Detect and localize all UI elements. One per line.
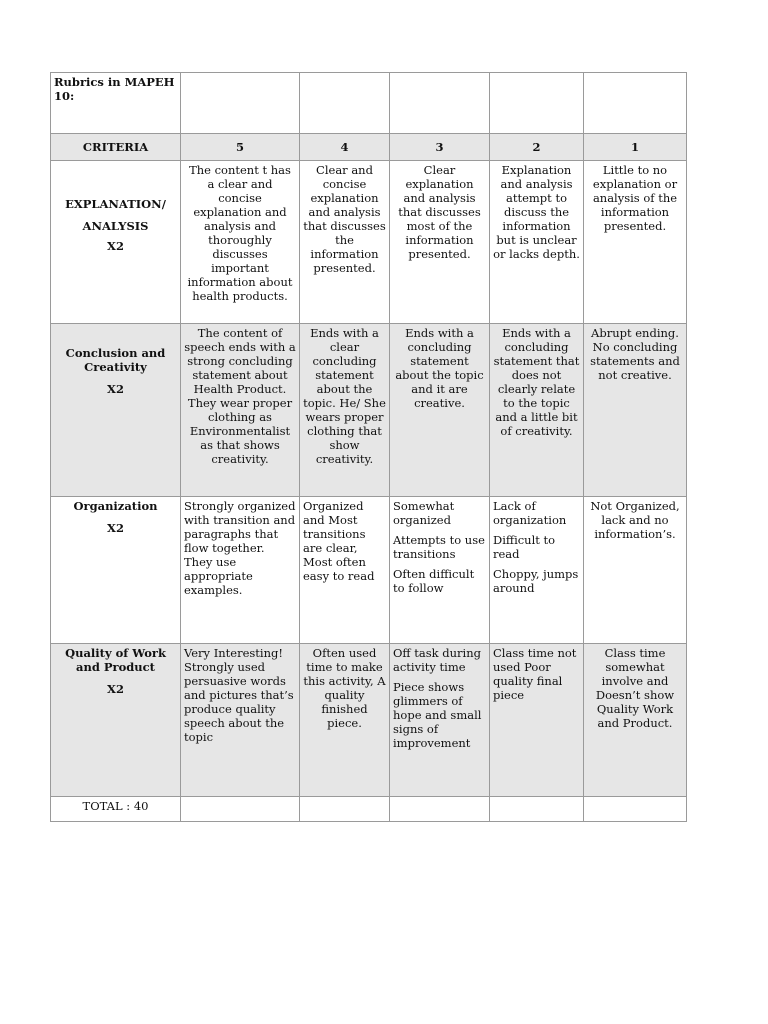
- descriptor-text: Difficult to read: [493, 533, 556, 561]
- descriptor-text: Strongly organized with transition and paragraphs that flow together. They use appropriate examples.: [184, 499, 296, 597]
- score-header-1: 1: [584, 134, 687, 161]
- descriptor-text: Little to no explanation or analysis of the information presented.: [592, 163, 678, 233]
- header-row: [51, 134, 687, 161]
- criterion-multiplier: X2: [107, 382, 124, 396]
- title-row: [51, 73, 687, 134]
- score-1-descriptor: [584, 161, 687, 324]
- criterion-row: [51, 324, 687, 497]
- total-row: [51, 797, 687, 822]
- descriptor-text: Very Interesting! Strongly used persuasive words and pictures that’s produce quality speech about the topic: [184, 646, 294, 744]
- descriptor-text: Class time somewhat involve and Doesn’t show Quality Work and Product.: [595, 646, 675, 730]
- criterion-name: Quality of Work and Product: [65, 646, 166, 674]
- descriptor-text: Often difficult to follow: [393, 567, 475, 595]
- criterion-multiplier: X2: [107, 682, 124, 696]
- criterion-cell: [51, 644, 181, 797]
- score-4-descriptor: [300, 644, 390, 797]
- score-3-descriptor: [390, 161, 490, 324]
- descriptor-text: Abrupt ending. No concluding statements and not creative.: [590, 326, 680, 382]
- score-2-descriptor: [490, 644, 584, 797]
- descriptor-text: Somewhat organized: [393, 499, 455, 527]
- descriptor-text: The content t has a clear and concise explanation and analysis and thoroughly discusses important information about health products.: [187, 163, 293, 303]
- criterion-cell: [51, 497, 181, 644]
- criteria-header: CRITERIA: [51, 134, 181, 161]
- score-2-descriptor: [490, 161, 584, 324]
- descriptor-text: Ends with a concluding statement that does not clearly relate to the topic and a little bit of creativity.: [493, 326, 580, 438]
- score-3-descriptor: [390, 324, 490, 497]
- score-1-descriptor: [584, 324, 687, 497]
- score-5-descriptor: [181, 644, 300, 797]
- descriptor-text: Attempts to use transitions: [393, 533, 485, 561]
- criterion-cell: [51, 161, 181, 324]
- empty-cell: [490, 73, 584, 134]
- criterion-row: [51, 161, 687, 324]
- descriptor-text: The content of speech ends with a strong concluding statement about Health Product. They wear proper clothing as Environmentalist as that shows creativity.: [184, 326, 296, 466]
- score-4-descriptor: [300, 497, 390, 644]
- score-header-3: 3: [390, 134, 490, 161]
- descriptor-text: Not Organized, lack and no information’s.: [590, 499, 680, 541]
- empty-cell: [584, 73, 687, 134]
- total-cell: [51, 797, 181, 822]
- empty-cell: [390, 797, 490, 822]
- score-4-descriptor: [300, 161, 390, 324]
- descriptor-text: Often used time to make this activity, A quality finished piece.: [303, 646, 386, 730]
- descriptor-text: Explanation and analysis attempt to discuss the information but is unclear or lacks depth.: [493, 163, 580, 261]
- descriptor-text: Piece shows glimmers of hope and small signs of improvement: [393, 680, 482, 750]
- score-header-4: 4: [300, 134, 390, 161]
- criterion-multiplier: X2: [107, 239, 124, 253]
- score-5-descriptor: [181, 497, 300, 644]
- descriptor-text: Lack of organization: [493, 499, 567, 527]
- empty-cell: [300, 73, 390, 134]
- score-1-descriptor: [584, 497, 687, 644]
- descriptor-text: Off task during activity time: [393, 646, 481, 674]
- descriptor-text: Ends with a concluding statement about the topic and it are creative.: [395, 326, 484, 410]
- descriptor-text: Clear explanation and analysis that discusses most of the information presented.: [398, 163, 481, 261]
- score-5-descriptor: [181, 161, 300, 324]
- total-label: TOTAL : 40: [82, 799, 149, 813]
- descriptor-text: Class time not used Poor quality final piece: [493, 646, 577, 702]
- descriptor-text: Clear and concise explanation and analysis that discusses the information presented.: [303, 163, 386, 275]
- empty-cell: [181, 797, 300, 822]
- criterion-name: Conclusion and Creativity: [65, 346, 166, 374]
- score-1-descriptor: [584, 644, 687, 797]
- criterion-name: EXPLANATION/ ANALYSIS: [65, 197, 166, 233]
- rubric-title: Rubrics in MAPEH 10:: [54, 75, 175, 103]
- descriptor-text: Ends with a clear concluding statement about the topic. He/ She wears proper clothing that show creativity.: [303, 326, 386, 466]
- score-3-descriptor: [390, 644, 490, 797]
- score-5-descriptor: [181, 324, 300, 497]
- descriptor-text: Choppy, jumps around: [493, 567, 579, 595]
- criterion-row: [51, 644, 687, 797]
- criterion-row: [51, 497, 687, 644]
- descriptor-text: Organized and Most transitions are clear, Most often easy to read: [303, 499, 375, 583]
- score-4-descriptor: [300, 324, 390, 497]
- score-header-2: 2: [490, 134, 584, 161]
- criterion-cell: [51, 324, 181, 497]
- rubric-table: [50, 72, 687, 822]
- criterion-multiplier: X2: [107, 521, 124, 535]
- score-2-descriptor: [490, 497, 584, 644]
- empty-cell: [490, 797, 584, 822]
- empty-cell: [181, 73, 300, 134]
- title-cell: [51, 73, 181, 134]
- score-2-descriptor: [490, 324, 584, 497]
- empty-cell: [300, 797, 390, 822]
- score-header-5: 5: [181, 134, 300, 161]
- empty-cell: [390, 73, 490, 134]
- empty-cell: [584, 797, 687, 822]
- criterion-name: Organization: [73, 499, 158, 513]
- score-3-descriptor: [390, 497, 490, 644]
